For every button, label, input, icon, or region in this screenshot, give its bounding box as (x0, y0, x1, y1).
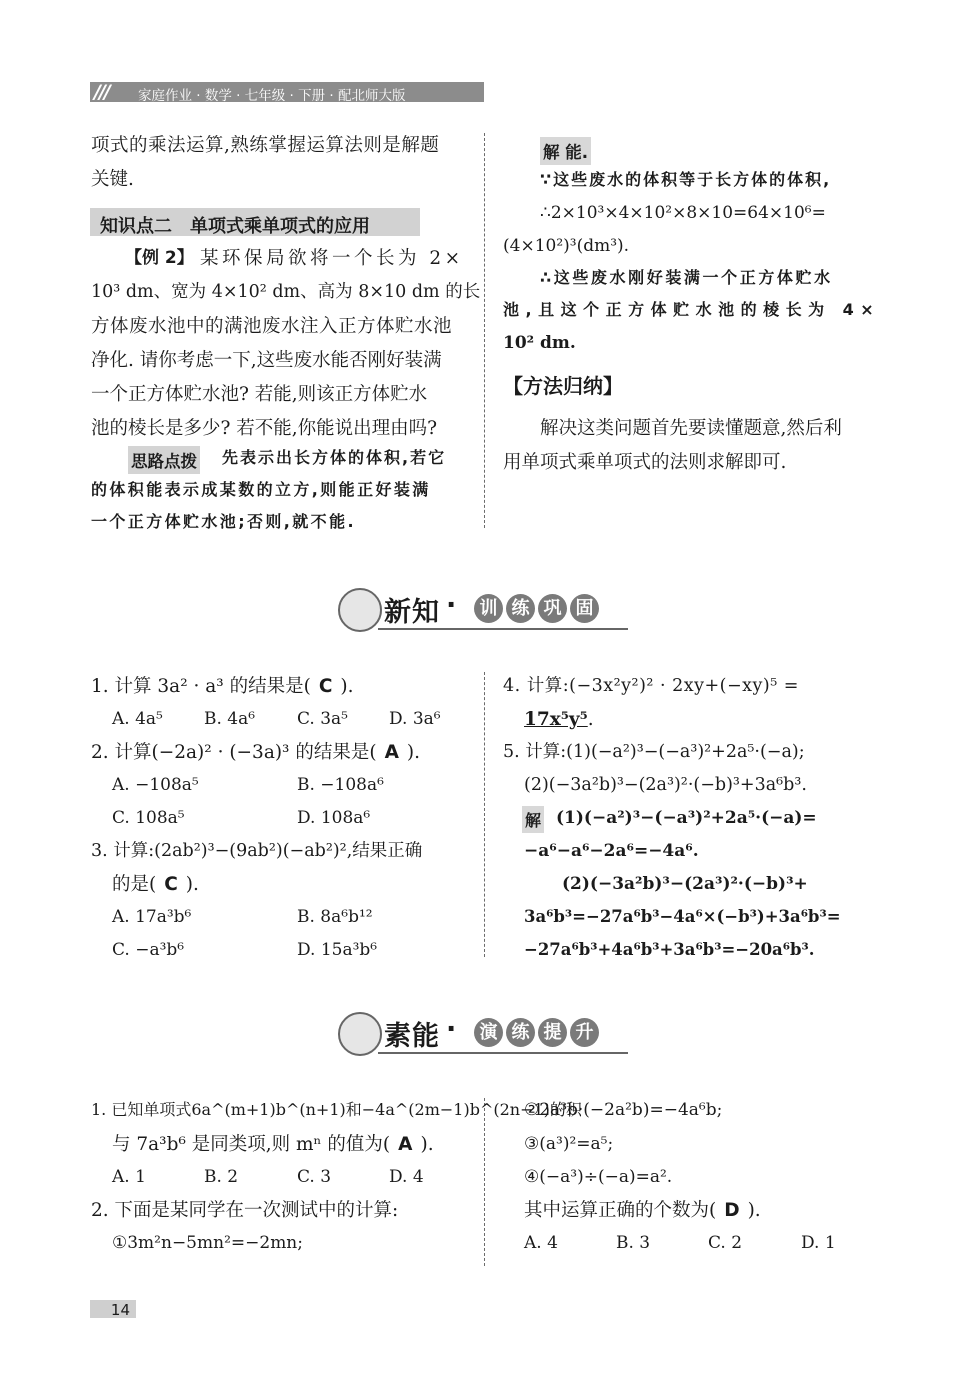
s1-q4-end: . (587, 709, 594, 730)
s1-q5-line-5: −27a⁶b³+4a⁶b³+3a⁶b³=−20a⁶b³. (524, 940, 815, 959)
section-title: 新知 (384, 597, 440, 628)
solve-line-6: 10² dm. (503, 333, 576, 353)
method-line-1: 解决这类问题首先要读懂题意,然后利 (540, 418, 842, 439)
hint-line-3: 一个正方体贮水池;否则,就不能. (91, 512, 356, 531)
hint-line-2: 的体积能表示成某数的立方,则能正好装满 (91, 480, 431, 499)
s1-q5-line-3: (2)(−3a²b)³−(2a³)²·(−b)³+ (562, 874, 808, 894)
solve-label-top: 解 能. (540, 137, 591, 165)
s1-q2-opt-a: A. −108a⁵ (112, 775, 199, 795)
s2-q1-opt-a: A. 1 (112, 1167, 146, 1187)
hint-line-1: 先表示出长方体的体积,若它 (222, 448, 447, 467)
knowledge-point-text: 知识点二 单项式乘单项式的应用 (100, 216, 370, 237)
s1-q2-opt-d: D. 108a⁶ (297, 808, 371, 828)
s1-q1-opt-b: B. 4a⁶ (204, 709, 256, 729)
s1-q3-opt-d: D. 15a³b⁶ (297, 940, 378, 960)
method-line-2: 用单项式乘单项式的法则求解即可. (503, 452, 787, 473)
s1-q3-answer: C (164, 874, 178, 895)
s1-q2-answer: A (384, 742, 399, 763)
section-dot: · (446, 590, 457, 621)
knowledge-point-title (90, 208, 420, 236)
section-banner-xinzhi (338, 588, 638, 634)
solve-line-2: ∴2×10³×4×10²×8×10=64×10⁶= (540, 203, 826, 223)
example-line-1: 某环保局欲将一个长为 2× (200, 248, 464, 269)
top-column-divider (484, 133, 485, 528)
s1-q3-opt-b: B. 8a⁶b¹² (297, 907, 373, 927)
header-bar (90, 82, 484, 102)
section-banner-suneng (338, 1012, 638, 1058)
solve-line-5: 池,且这个正方体贮水池的棱长为 4× (503, 300, 881, 319)
section-char: 演 (474, 1018, 503, 1047)
s1-q2-text: 2. 计算(−2a)² · (−3a)³ 的结果是( (91, 742, 377, 763)
s1-q5-solve-label: 解 (522, 806, 544, 833)
s1-q5-stem: 5. 计算:(1)(−a²)³−(−a³)²+2a⁵·(−a); (503, 742, 805, 762)
s1-q3-stem: 3. 计算:(2ab²)³−(9ab²)(−ab²)²,结果正确 (91, 841, 423, 861)
s1-q4-answer-line (524, 711, 594, 730)
s2-q2-stem: 2. 下面是某同学在一次测试中的计算: (91, 1200, 399, 1221)
section-char: 练 (506, 1018, 535, 1047)
s1-q5-line-1: (1)(−a²)³−(−a³)²+2a⁵·(−a)= (556, 808, 817, 828)
s1-q3-end: ). (185, 874, 199, 895)
s2-opt-a: A. 4 (524, 1233, 558, 1253)
s2-right-text: 其中运算正确的个数为( (524, 1200, 717, 1221)
s1-q2-opt-b: B. −108a⁶ (297, 775, 384, 795)
s2-q1-end: ). (420, 1134, 434, 1155)
solve-line-4: ∴这些废水刚好装满一个正方体贮水 (540, 268, 833, 287)
s2-item-3: ③(a³)²=a⁵; (524, 1134, 614, 1154)
s1-q3-opt-a: A. 17a³b⁶ (112, 907, 192, 927)
left-line-2: 关键. (91, 169, 134, 190)
book-pen-icon (338, 588, 382, 632)
s1-q1-stem (91, 678, 354, 697)
s1-q3-text2: 的是( (112, 874, 157, 895)
s1-q2-stem (91, 744, 420, 763)
s2-q1-answer: A (398, 1134, 413, 1155)
section-dot: · (446, 1014, 457, 1045)
s2-q1-opt-c: C. 3 (297, 1167, 332, 1187)
s1-q3-stem2 (112, 876, 199, 895)
s1-column-divider (484, 672, 485, 957)
s2-right-answer: D (724, 1200, 740, 1221)
header-text: 家庭作业 · 数学 · 七年级 · 下册 · 配北师大版 (138, 88, 406, 104)
s1-q1-answer: C (318, 676, 333, 697)
page-number: 14 (110, 1301, 130, 1319)
s1-q3-opt-c: C. −a³b⁶ (112, 940, 185, 960)
s2-q1-opt-d: D. 4 (389, 1167, 424, 1187)
solve-line-3: (4×10²)³(dm³). (503, 236, 630, 256)
section-char: 固 (570, 594, 599, 623)
header-slashes: /// (94, 81, 109, 103)
s1-q5-line-4: 3a⁶b³=−27a⁶b³−4a⁶×(−b³)+3a⁶b³= (524, 907, 841, 926)
example-label: 【例 2】 (125, 248, 194, 268)
example-line-4: 净化. 请你考虑一下,这些废水能否刚好装满 (91, 350, 442, 371)
section-underline (378, 1052, 628, 1054)
page-number-box (90, 1300, 136, 1318)
example-line-5: 一个正方体贮水池? 若能,则该正方体贮水 (91, 384, 428, 405)
s1-q2-end: ). (406, 742, 421, 763)
s2-item-4: ④(−a³)÷(−a)=a². (524, 1167, 673, 1187)
section-char: 提 (538, 1018, 567, 1047)
s2-q1-opt-b: B. 2 (204, 1167, 239, 1187)
method-title: 【方法归纳】 (503, 374, 623, 398)
section-char: 巩 (538, 594, 567, 623)
example-line-2: 10³ dm、宽为 4×10² dm、高为 8×10 dm 的长 (91, 282, 481, 302)
s2-opt-d: D. 1 (801, 1233, 836, 1253)
section-char: 升 (570, 1018, 599, 1047)
book-pen-icon (338, 1012, 382, 1056)
s2-q1-stem2 (112, 1136, 434, 1155)
section-underline (378, 628, 628, 630)
section-title: 素能 (384, 1021, 440, 1052)
s1-q5-line-2: −a⁶−a⁶−2a⁶=−4a⁶. (524, 841, 699, 861)
s1-q1-opt-d: D. 3a⁶ (389, 709, 441, 729)
solve-line-1: ∵这些废水的体积等于长方体的体积, (540, 170, 832, 189)
s1-q1-opt-a: A. 4a⁵ (112, 709, 163, 729)
s1-q2-opt-c: C. 108a⁵ (112, 808, 185, 828)
s2-opt-c: C. 2 (708, 1233, 743, 1253)
section-char: 练 (506, 594, 535, 623)
s1-q1-end: ). (340, 676, 354, 697)
section-char: 训 (474, 594, 503, 623)
s1-q1-text: 1. 计算 3a² · a³ 的结果是( (91, 676, 311, 697)
s2-q1-stem: 1. 已知单项式6a^(m+1)b^(n+1)和−4a^(2m−1)b^(2n−1)的积 (91, 1100, 582, 1119)
s2-q2-item1: ①3m²n−5mn²=−2mn; (112, 1233, 303, 1253)
hint-label: 思路点拨 (128, 446, 200, 474)
s2-right-stem (524, 1202, 761, 1221)
s1-q5-stem2: (2)(−3a²b)³−(2a³)²·(−b)³+3a⁶b³. (524, 775, 807, 795)
s1-q1-opt-c: C. 3a⁵ (297, 709, 348, 729)
example-line-3: 方体废水池中的满池废水注入正方体贮水池 (91, 316, 453, 337)
s2-opt-b: B. 3 (616, 1233, 651, 1253)
s1-q4-answer: 17x⁵y⁵ (524, 709, 588, 730)
example-line-6: 池的棱长是多少? 若不能,你能说出理由吗? (91, 418, 438, 439)
s2-right-end: ). (747, 1200, 761, 1221)
s2-column-divider (484, 1098, 485, 1266)
left-line-1: 项式的乘法运算,熟练掌握运算法则是解题 (91, 135, 440, 156)
s2-item-2: ②2a³b·(−2a²b)=−4a⁶b; (524, 1100, 723, 1120)
s2-q1-text2: 与 7a³b⁶ 是同类项,则 mⁿ 的值为( (112, 1134, 391, 1155)
s1-q4-stem: 4. 计算:(−3x²y²)² · 2xy+(−xy)⁵ = (503, 676, 799, 696)
